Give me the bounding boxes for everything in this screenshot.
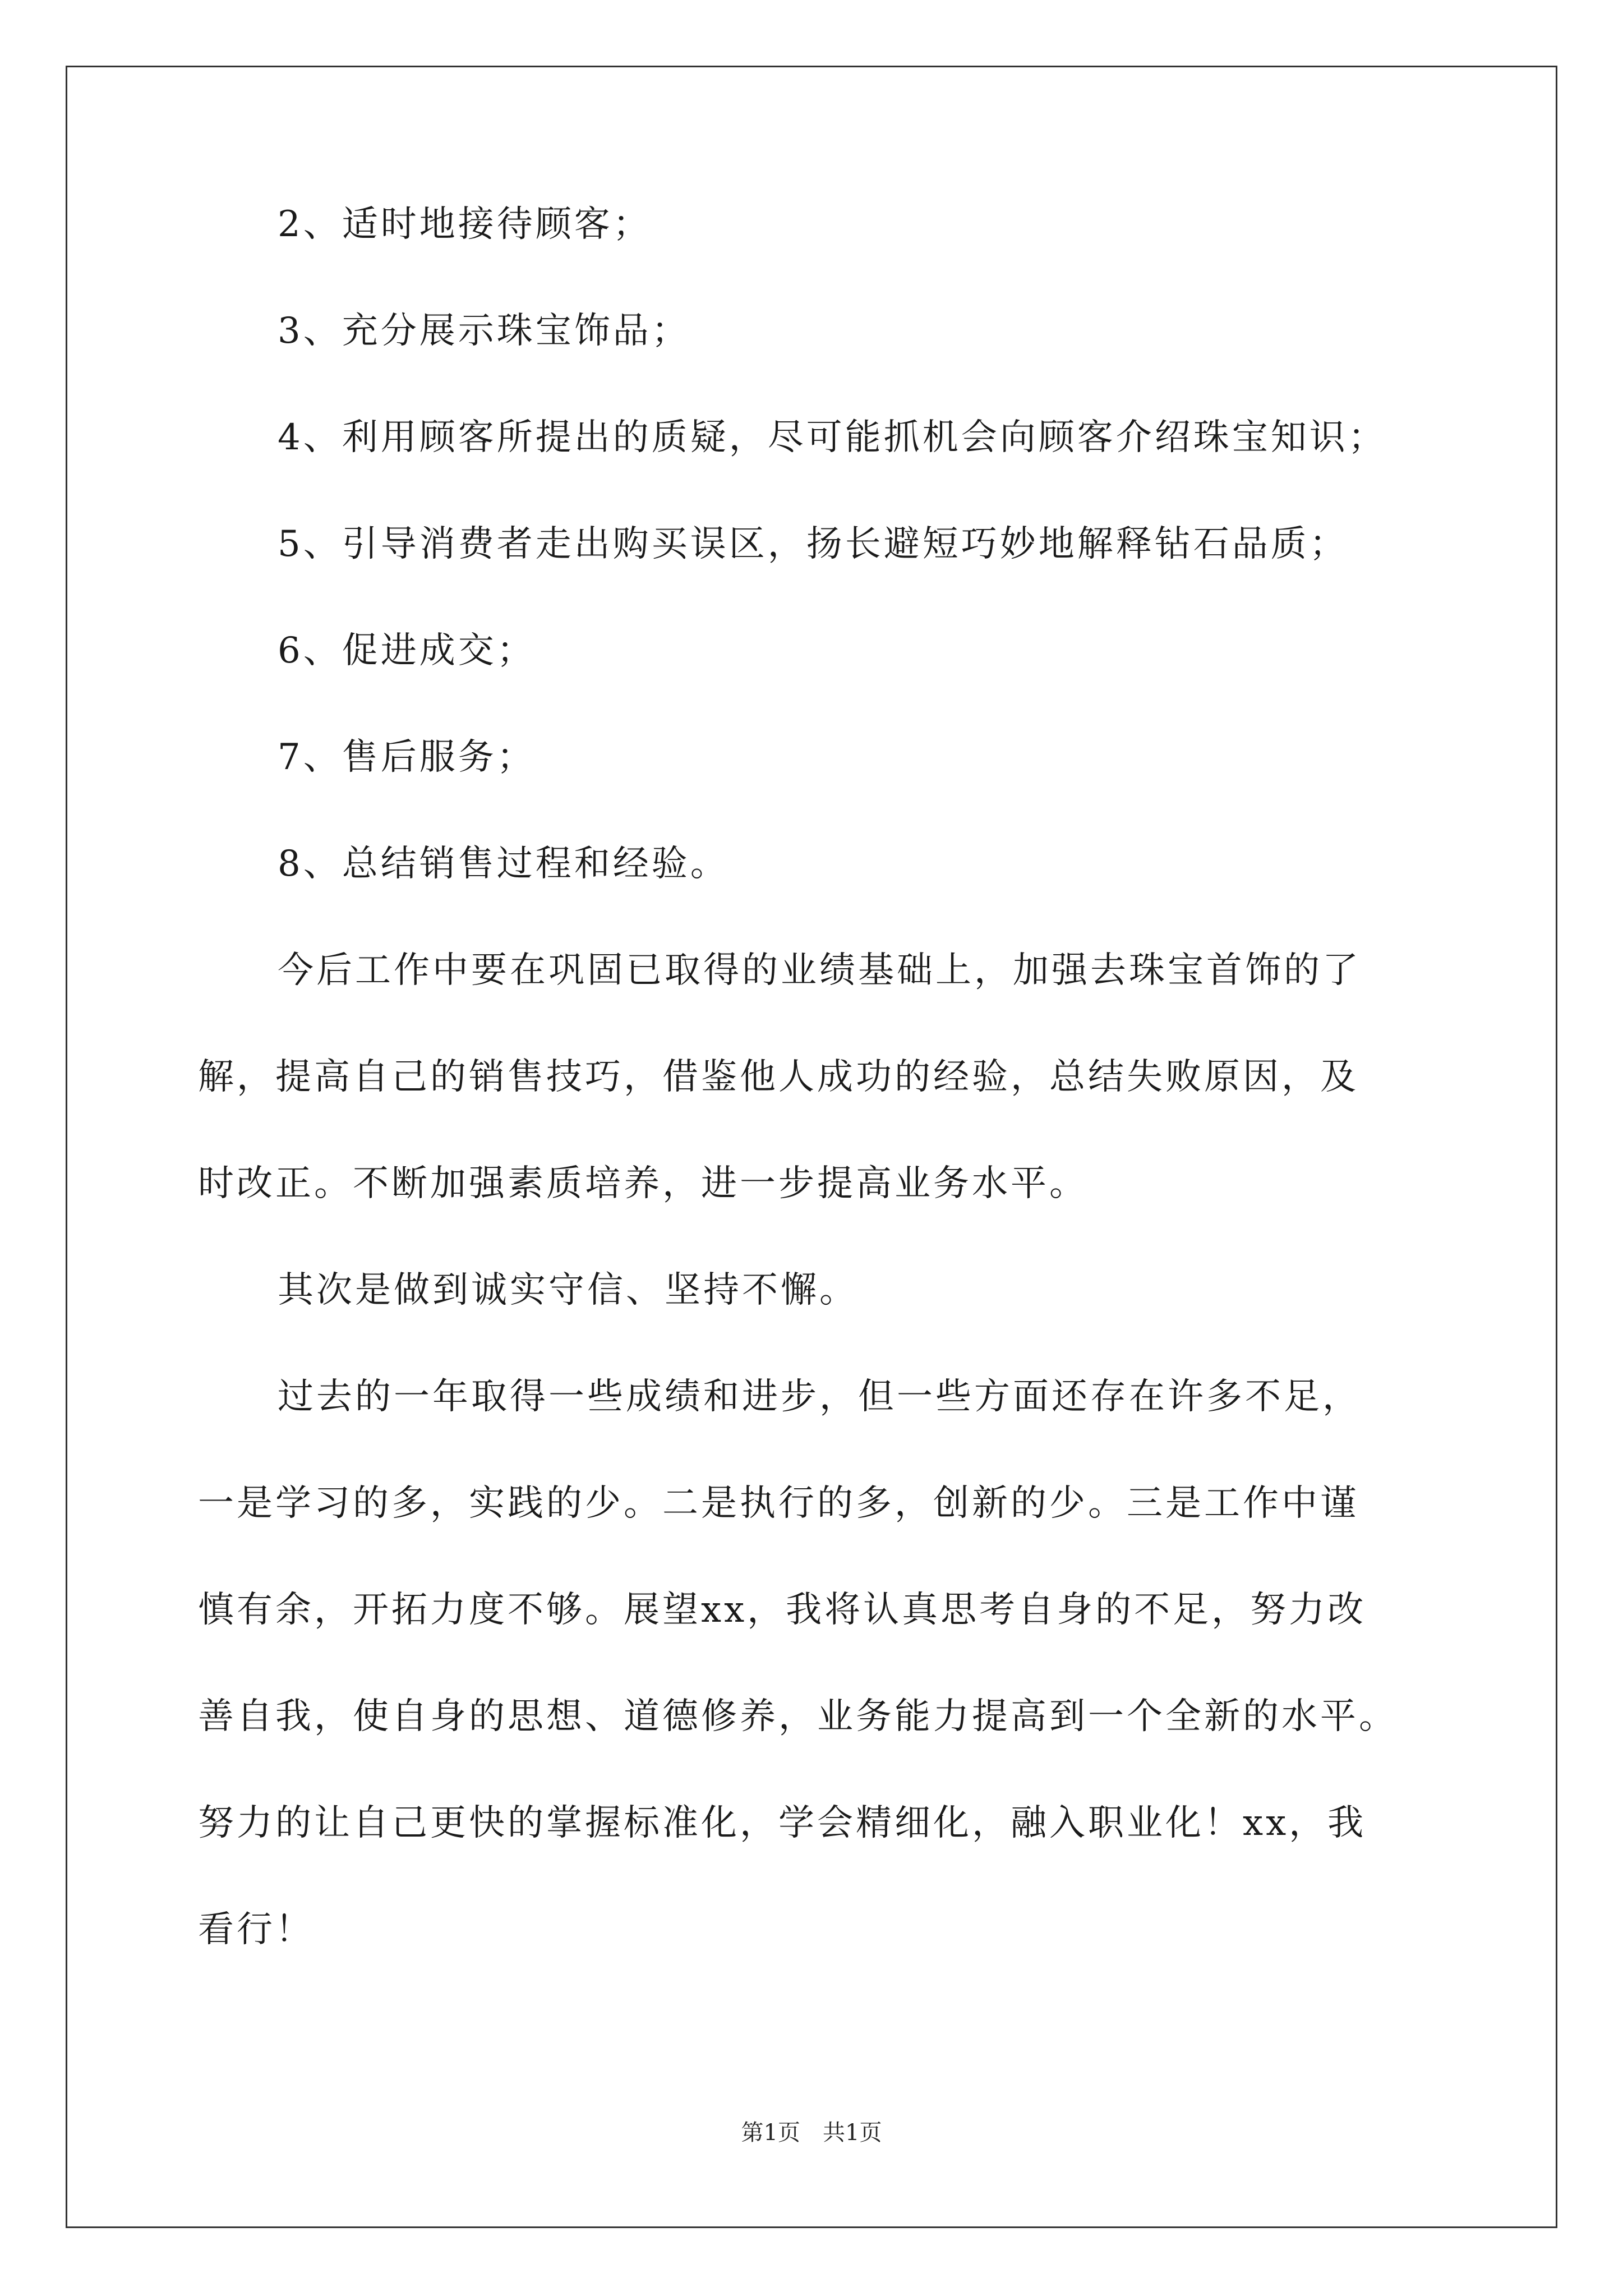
list-item: 2、适时地接待顾客； — [278, 204, 652, 245]
paragraph-line: 善自我，使自身的思想、道德修养，业务能力提高到一个全新的水平。 — [198, 1696, 1398, 1737]
list-item: 7、售后服务； — [278, 737, 536, 778]
list-item: 6、促进成交； — [278, 630, 536, 671]
list-item: 3、充分展示珠宝饰品； — [278, 310, 690, 352]
paragraph-line: 过去的一年取得一些成绩和进步，但一些方面还存在许多不足， — [278, 1376, 1361, 1418]
paragraph-line: 慎有余，开拓力度不够。展望xx，我将认真思考自身的不足，努力改 — [198, 1589, 1367, 1631]
document-body — [198, 199, 1432, 1955]
paragraph-line: 时改正。不断加强素质培养，进一步提高业务水平。 — [198, 1163, 1088, 1204]
paragraph-line: 其次是做到诚实守信、坚持不懈。 — [278, 1269, 858, 1311]
paragraph-line: 解，提高自己的销售技巧，借鉴他人成功的经验，总结失败原因，及 — [198, 1056, 1359, 1098]
paragraph-line: 看行！ — [198, 1909, 314, 1950]
list-item: 4、利用顾客所提出的质疑，尽可能抓机会向顾客介绍珠宝知识； — [278, 417, 1387, 458]
paragraph-line: 努力的让自己更快的掌握标准化，学会精细化，融入职业化！xx，我 — [198, 1802, 1367, 1844]
paragraph-line: 一是学习的多，实践的少。二是执行的多，创新的少。三是工作中谨 — [198, 1483, 1359, 1524]
paragraph-line: 今后工作中要在巩固已取得的业绩基础上，加强去珠宝首饰的了 — [278, 950, 1361, 991]
list-item: 8、总结销售过程和经验。 — [278, 843, 729, 885]
list-item: 5、引导消费者走出购买误区，扬长避短巧妙地解释钻石品质； — [278, 523, 1348, 565]
page-number: 第1页 共1页 — [741, 2120, 882, 2146]
